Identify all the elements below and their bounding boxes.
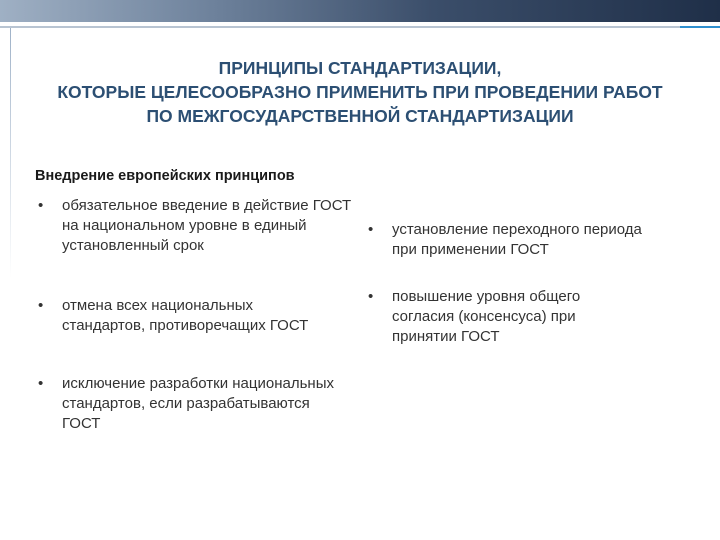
list-item [38,296,328,336]
bullet-text: исключение разработки национальных стандартов, если разрабатываются ГОСТ [62,375,334,432]
bullet-text: отмена всех национальных стандартов, противоречащих ГОСТ [62,297,309,334]
bullet-icon: • [368,288,374,305]
bullet-icon: • [38,375,44,392]
title-line-1: ПРИНЦИПЫ СТАНДАРТИЗАЦИИ, [218,58,502,78]
title-line-2: КОТОРЫЕ ЦЕЛЕСООБРАЗНО ПРИМЕНИТЬ ПРИ ПРОВЕДЕНИИ РАБОТ [57,82,663,102]
bullet-icon: • [38,297,44,314]
list-item [38,374,338,434]
title-line-3: ПО МЕЖГОСУДАРСТВЕННОЙ СТАНДАРТИЗАЦИИ [146,106,574,126]
bullet-icon: • [38,197,44,214]
top-divider-line [0,26,720,28]
list-item [368,287,640,347]
top-decor-bar [0,0,720,22]
bullet-text: установление переходного периода при применении ГОСТ [392,221,642,258]
top-gradient-band [0,0,720,22]
slide-title [0,56,720,128]
bullet-text: обязательное введение в действие ГОСТ на национальном уровне в единый установленный срок [62,197,352,254]
top-divider-accent [680,26,720,28]
list-item [368,220,668,260]
bullet-icon: • [368,221,374,238]
list-item [38,196,358,256]
subheading: Внедрение европейских принципов [35,168,295,184]
bullet-text: повышение уровня общего согласия (консенсуса) при принятии ГОСТ [392,288,581,345]
